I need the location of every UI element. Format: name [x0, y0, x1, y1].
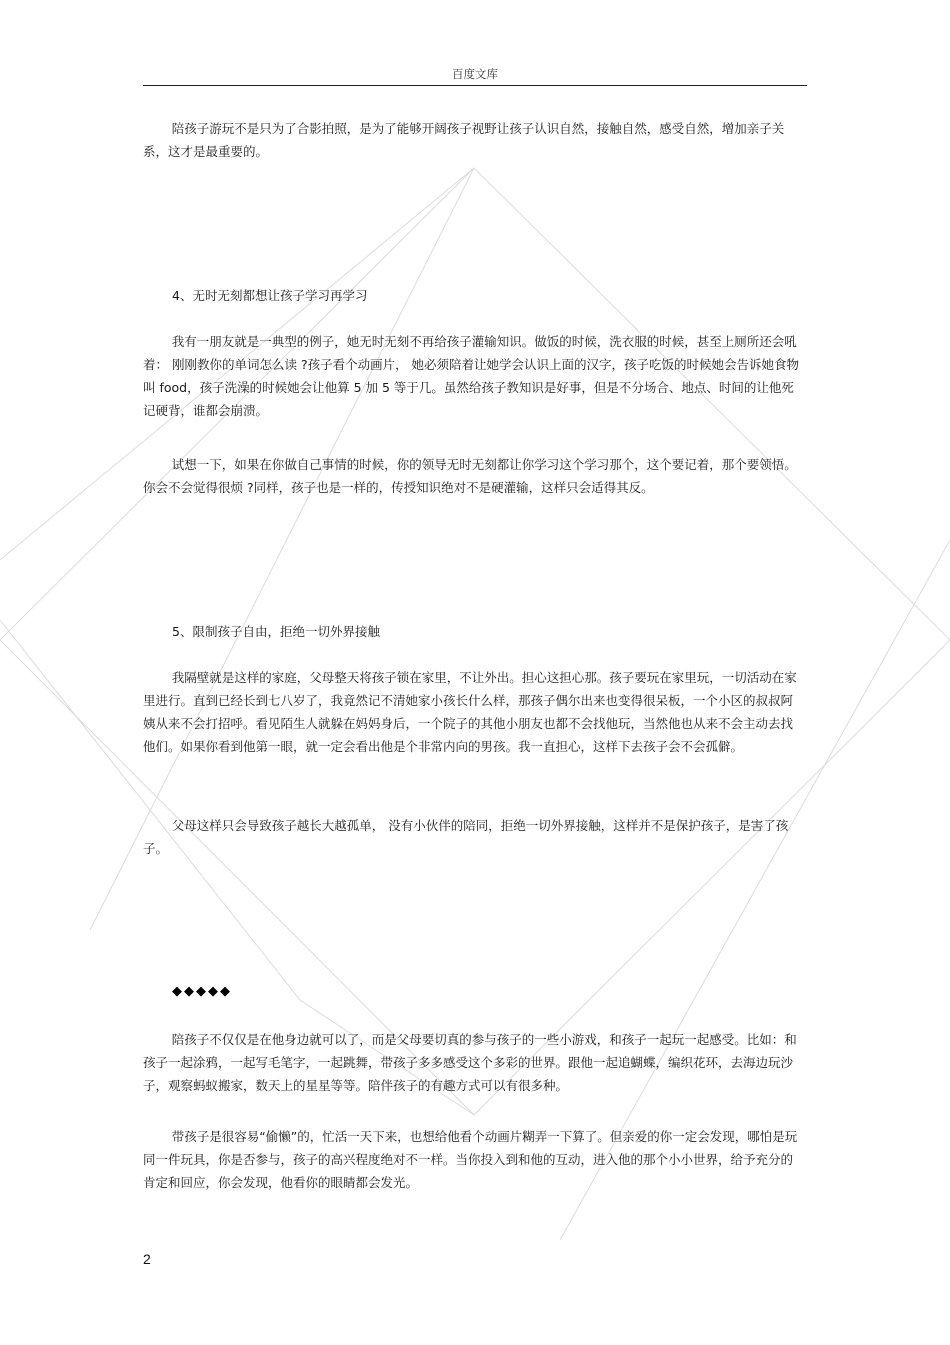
header-divider: [143, 85, 807, 86]
paragraph-1: 陪孩子游玩不是只为了合影拍照，是为了能够开阔孩子视野让孩子认识自然，接触自然，感受自然，增加亲子关系，这才是最重要的。: [143, 121, 785, 159]
header-title: 百度文库: [452, 67, 498, 81]
section-heading-4: 4、无时无刻都想让孩子学习再学习: [172, 288, 368, 303]
diamond-separator: ◆◆◆◆◆: [172, 984, 232, 999]
paragraph-2: 我有一朋友就是一典型的例子，她无时无刻不再给孩子灌输知识。做饭的时候，洗衣服的时候，甚至上厕所还会吼着： 刚刚教你的单词怎么读 ?孩子看个动画片， 她必须陪着让她学会认识上面的汉字，孩子吃饭的时候她会告诉她食物叫 food，孩子洗澡的时候她会让他算 5 加 5 等于几。虽然给孩子教知识是好事，但是不分场合、地点、时间的让他死记硬背，谁都会崩溃。: [143, 334, 800, 418]
paragraph-4: 我隔壁就是这样的家庭，父母整天将孩子锁在家里，不让外出。担心这担心那。孩子要玩在家里玩，一切活动在家里进行。直到已经长到七八岁了，我竟然记不清她家小孩长什么样，那孩子偶尔出来也变得很呆板，一个小区的叔叔阿姨从来不会打招呼。看见陌生人就躲在妈妈身后，一个院子的其他小朋友也都不会找他玩，当然他也从来不会主动去找他们。如果你看到他第一眼，就一定会看出他是个非常内向的男孩。我一直担心，这样下去孩子会不会孤僻。: [143, 670, 797, 754]
page-number: 2: [143, 1251, 151, 1267]
paragraph-5: 父母这样只会导致孩子越长大越孤单， 没有小伙伴的陪同，拒绝一切外界接触，这样并不是保护孩子，是害了孩子。: [143, 818, 789, 856]
paragraph-3: 试想一下，如果在你做自己事情的时候，你的领导无时无刻都让你学习这个学习那个，这个要记着，那个要领悟。你会不会觉得很烦 ?同样，孩子也是一样的，传授知识绝对不是硬灌输，这样只会适得其反。: [143, 457, 797, 495]
paragraph-7: 带孩子是很容易“偷懒”的，忙活一天下来，也想给他看个动画片糊弄一下算了。但亲爱的你一定会发现，哪怕是玩同一件玩具，你是否参与，孩子的高兴程度绝对不一样。当你投入到和他的互动，进入他的那个小小世界，给予充分的肯定和回应，你会发现，他看你的眼睛都会发光。: [143, 1129, 798, 1190]
paragraph-6: 陪孩子不仅仅是在他身边就可以了，而是父母要切真的参与孩子的一些小游戏，和孩子一起玩一起感受。比如：和孩子一起涂鸦，一起写毛笔字，一起跳舞，带孩子多多感受这个多彩的世界。跟他一起追蝴蝶，编织花环，去海边玩沙子，观察蚂蚁搬家，数天上的星星等等。陪伴孩子的有趣方式可以有很多种。: [143, 1032, 797, 1093]
section-heading-5: 5、限制孩子自由，拒绝一切外界接触: [172, 624, 380, 639]
